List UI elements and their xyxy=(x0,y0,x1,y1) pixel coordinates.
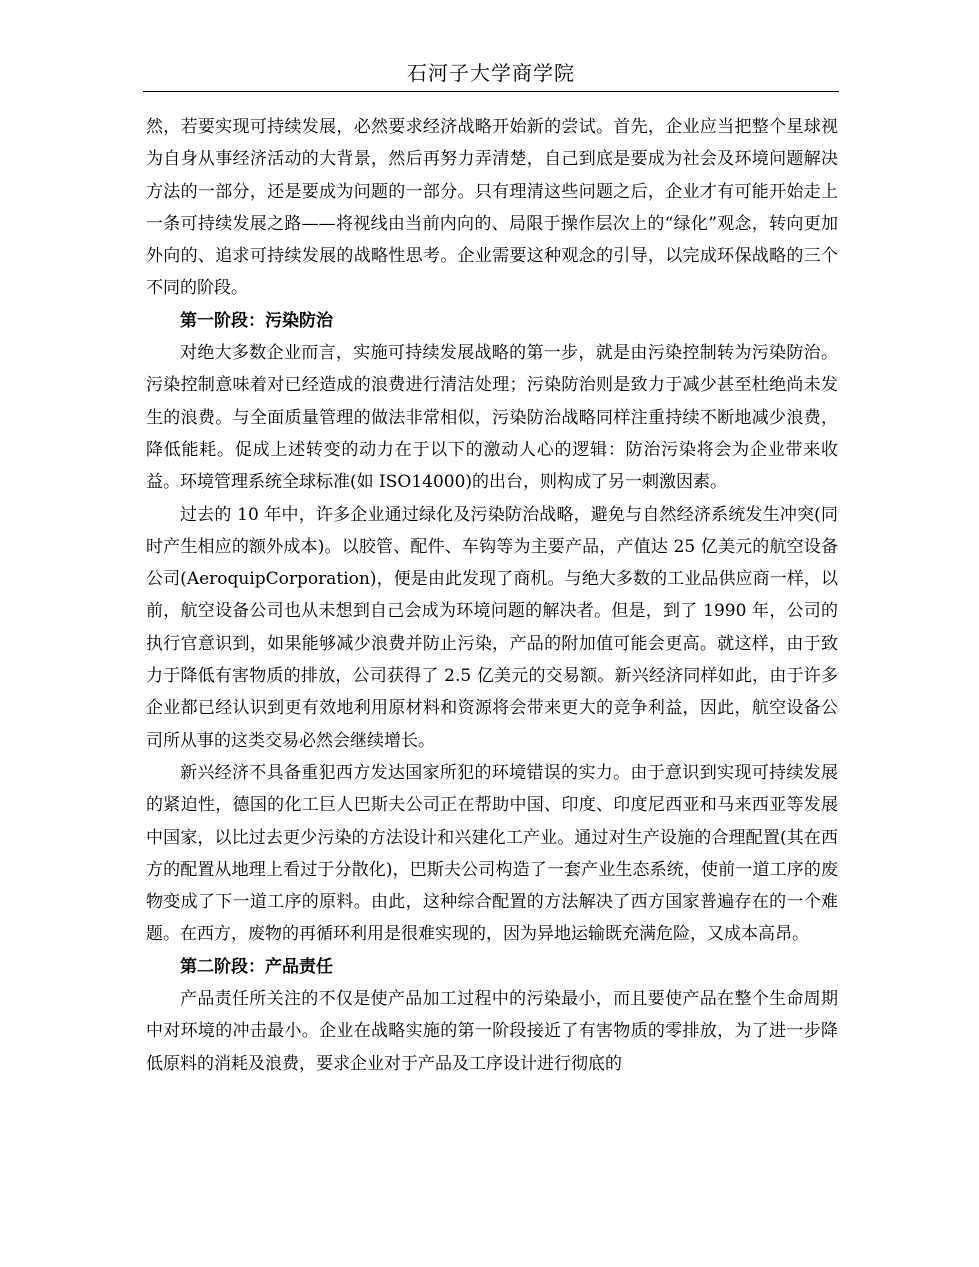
section-heading-stage-2: 第二阶段：产品责任 xyxy=(180,956,333,977)
document-body xyxy=(146,111,838,1080)
paragraph-product-responsibility: 产品责任所关注的不仅是使产品加工过程中的污染最小，而且要使产品在整个生命周期中对环境的冲击最小。企业在战略实施的第一阶段接近了有害物质的零排放，为了进一步降低原料的消耗及浪费，要求企业对于产品及工序设计进行彻底的 xyxy=(146,989,838,1074)
page-header xyxy=(143,58,839,92)
paragraph-basf: 新兴经济不具备重犯西方发达国家所犯的环境错误的实力。由于意识到实现可持续发展的紧迫性，德国的化工巨人巴斯夫公司正在帮助中国、印度、印度尼西亚和马来西亚等发展中国家，以比过去更少污染的方法设计和兴建化工产业。通过对生产设施的合理配置(其在西方的配置从地理上看过于分散化)，巴斯夫公司构造了一套产业生态系统，使前一道工序的废物变成了下一道工序的原料。由此，这种综合配置的方法解决了西方国家普遍存在的一个难题。在西方，废物的再循环利用是很难实现的，因为异地运输既充满危险，又成本高昂。 xyxy=(146,762,838,945)
paragraph-intro: 然，若要实现可持续发展，必然要求经济战略开始新的尝试。首先，企业应当把整个星球视为自身从事经济活动的大背景，然后再努力弄清楚，自己到底是要成为社会及环境问题解决方法的一部分，还是要成为问题的一部分。只有理清这些问题之后，企业才有可能开始走上一条可持续发展之路——将视线由当前内向的、局限于操作层次上的“绿化”观念，转向更加外向的、追求可持续发展的战略性思考。企业需要这种观念的引导，以完成环保战略的三个不同的阶段。 xyxy=(146,117,838,299)
header-title: 石河子大学商学院 xyxy=(407,61,575,85)
paragraph-aeroquip: 过去的 10 年中，许多企业通过绿化及污染防治战略，避免与自然经济系统发生冲突(同时产生相应的额外成本)。以胶管、配件、车钩等为主要产品，产值达 25 亿美元的航空设备公司(AeroquipCorporation)，便是由此发现了商机。与绝大多数的工业品供应商一样，以前，航空设备公司也从未想到自己会成为环境问题的解决者。但是，到了 1990 年，公司的执行官意识到，如果能够减少浪费并防止污染，产品的附加值可能会更高。就这样，由于致力于降低有害物质的排放，公司获得了 2.5 亿美元的交易额。新兴经济同样如此，由于许多企业都已经认识到更有效地利用原材料和资源将会带来更大的竞争利益，因此，航空设备公司所从事的这类交易必然会继续增长。 xyxy=(146,504,838,751)
paragraph-pollution-prevention: 对绝大多数企业而言，实施可持续发展战略的第一步，就是由污染控制转为污染防治。污染控制意味着对已经造成的浪费进行清洁处理；污染防治则是致力于减少甚至杜绝尚未发生的浪费。与全面质量管理的做法非常相似，污染防治战略同样注重持续不断地减少浪费，降低能耗。促成上述转变的动力在于以下的激动人心的逻辑：防治污染将会为企业带来收益。环境管理系统全球标准(如 ISO14000)的出台，则构成了另一刺激因素。 xyxy=(146,343,838,493)
section-heading-stage-1: 第一阶段：污染防治 xyxy=(180,310,333,331)
